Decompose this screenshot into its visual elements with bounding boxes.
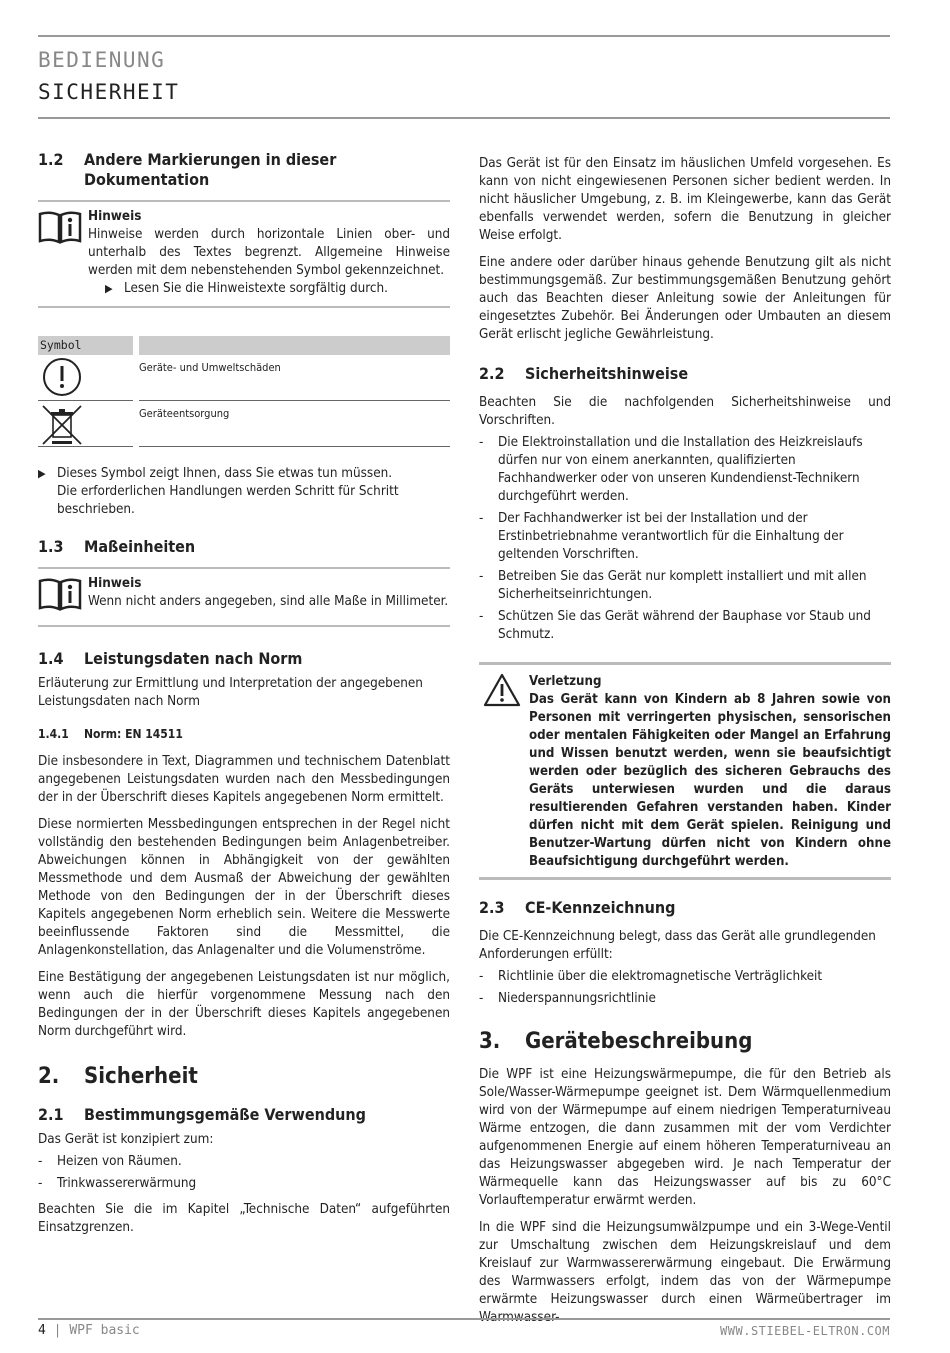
- heading-1-4-1: 1.4.1 Norm: EN 14511: [38, 727, 183, 741]
- paragraph: In die WPF sind die Heizungsumwälzpumpe und ein 3-Wege-Ventil zur Umschaltung zwischen dem Heizungskreislauf und dem Kreislauf zur Warmwassererwärmung eingebaut. Die Erwärmung des Warmwassers erfolgt, indem das von der Wärmepumpe erwärmte Heizungswasser durch einen Wärmeübertrager im: [479, 1220, 891, 1307]
- action-triangle-icon: ▶: [105, 282, 113, 295]
- paragraph: Das Gerät ist konzipiert zum:: [38, 1132, 214, 1147]
- heading-2-1: 2.1 Bestimmungsgemäße Verwendung: [38, 1105, 366, 1124]
- heading-1-3: 1.3 Maßeinheiten: [38, 537, 196, 556]
- note-box: [38, 200, 450, 308]
- paragraph: Eine Bestätigung der angegebenen Leistungsdaten ist nur möglich, wenn auch die hierfür vorgenommene Messung nach den Bedingungen der in der Überschrift dieses Kapitels angegebenen Norm durchgeführt wird.: [38, 970, 450, 1039]
- footer-url: WWW.STIEBEL-ELTRON.COM: [720, 1324, 890, 1338]
- note-text: Wenn nicht anders angegeben, sind alle Maße in Millimeter.: [88, 594, 449, 609]
- list-item: - Richtlinie über die elektromagnetische Verträglichkeit: [479, 969, 823, 984]
- note-title: Hinweis: [88, 576, 142, 591]
- crossed-bin-icon: [40, 403, 86, 449]
- note-text: Hinweise werden durch horizontale Linien ober- und unterhalb des Textes begrenzt. Allgemeine Hinweise werden mit dem nebenstehenden Symbol gekennzeichnet.: [88, 227, 450, 278]
- note-box: [38, 567, 450, 627]
- footer-left: 4 | WPF basic: [38, 1323, 140, 1338]
- paragraph: Die insbesondere in Text, Diagrammen und technischem Datenblatt angegebenen Leistungsdaten wurden nach den Messbedingungen der in der Überschrift dieses Kapitels angegebenen Norm ermittelt.: [38, 754, 450, 805]
- paragraph: Die WPF ist eine Heizungswärmepumpe, die für den Betrieb als Sole/Wasser-Wärmepumpe geeignet ist. Dem Wärmquellenmedium wird von der Wärmepumpe auf einem niedrigen Temperaturniveau Wärme entzogen, die dann zusammen mit der vom Verdichter aufgenommenen Energie auf einem höheren Temperaturniveau an das Heizungswasser abgegeben wird. Je nach Temperatur der Wärmequelle kann das Heizungswasser auf bis zu 60°C Vorlauftemperatur erwärmt werden.: [479, 1067, 891, 1208]
- paragraph: Beachten Sie die im Kapitel „Technische Daten“ aufgeführten Einsatzgrenzen.: [38, 1202, 450, 1235]
- warning-text: Das Gerät kann von Kindern ab 8 Jahren sowie von Personen mit verringerten physischen, sensorischen oder mentalen Fähigkeiten oder Mangel an Erfahrung und Wissen benutzt werden, wenn sie beaufsichtigt werden oder bezüglich des sicheren Gebrauchs des Geräts unterwiesen wurden und die daraus resultierenden Gefahren verstanden haben. Kinder dürfen nicht mit dem Gerät spielen. Reinigung und Benutzer-Wartung dürfen nicht von Kindern ohne Beaufsichtigung durchgeführt werden.: [529, 692, 891, 869]
- page-number: 4: [38, 1323, 46, 1338]
- paragraph: Die CE-Kennzeichnung belegt, dass das Gerät alle grundlegenden Anforderungen erfüllt:: [479, 929, 876, 962]
- list-item: - Betreiben Sie das Gerät nur komplett installiert und mit allen Sicherheitseinrichtungen.: [479, 569, 867, 602]
- list-item: - Schützen Sie das Gerät während der Bauphase vor Staub und Schmutz.: [479, 609, 871, 642]
- list-item: - Heizen von Räumen.: [38, 1154, 182, 1169]
- info-book-icon: [38, 575, 88, 617]
- header-section: BEDIENUNG: [38, 48, 166, 72]
- exclamation-circle-icon: [40, 355, 86, 401]
- heading-2-3: 2.3 CE-Kennzeichnung: [479, 898, 676, 917]
- list: [479, 968, 891, 1008]
- action-instruction: ▶ Dieses Symbol zeigt Ihnen, dass Sie etwas tun müssen.: [38, 466, 393, 481]
- heading-1-2: 1.2 Andere Markierungen in dieser Dokumentation: [38, 150, 337, 189]
- symbol-row: [38, 355, 450, 401]
- list: [479, 434, 891, 644]
- list-item: - Trinkwassererwärmung: [38, 1176, 197, 1191]
- symbol-row-text: Geräteentsorgung: [139, 401, 450, 447]
- heading-3: 3. Gerätebeschreibung: [479, 1029, 753, 1054]
- note-title: Hinweis: [88, 209, 142, 224]
- warning-box: [479, 662, 891, 880]
- symbol-row: [38, 401, 450, 447]
- paragraph: Das Gerät ist für den Einsatz im häuslichen Umfeld vorgesehen. Es kann von nicht eingewiesenen Personen sicher bedient werden. In nicht häuslicher Umgebung, z. B. im Kleingewerbe, kann das Gerät ebenfalls verwendet werden, sofern die Benutzung in gleicher Weise erfolgt.: [479, 156, 891, 243]
- action-triangle-icon: ▶: [38, 467, 46, 480]
- left-column: [38, 150, 450, 1246]
- heading-2-2: 2.2 Sicherheitshinweise: [479, 364, 689, 383]
- note-action: Lesen Sie die Hinweistexte sorgfältig durch.: [124, 281, 388, 296]
- list: [38, 1153, 450, 1193]
- header-top-rule: [38, 35, 890, 37]
- info-book-icon: [38, 208, 88, 298]
- paragraph: Erläuterung zur Ermittlung und Interpretation der angegebenen Leistungsdaten nach Norm: [38, 676, 423, 709]
- paragraph: Diese normierten Messbedingungen entsprechen in der Regel nicht vollständig den bestehenden Bedingungen beim Anlagenbetreiber. Abweichungen können in Abhängigkeit von der gewählten Messmethode und dem Ausmaß der Abweichung der gewählten Methode von den Bedingungen der in der Überschrift dieses Kapitels angegebenen Norm erheblich sein. Weitere die Messwerte beeinflussende Faktoren sind die Messmittel, die Anlagenkonstellation, das Anlagenalter und die Volumenströme.: [38, 817, 450, 958]
- action-instruction-detail: Die erforderlichen Handlungen werden Schritt für Schritt beschrieben.: [57, 484, 399, 517]
- footer-rule: [38, 1318, 890, 1320]
- paragraph: Eine andere oder darüber hinaus gehende Benutzung gilt als nicht bestimmungsgemäß. Zur bestimmungsgemäßen Benutzung gehört auch das Beachten dieser Anleitung sowie der Anleitungen für eingesetztes Zubehör. Bei Änderungen oder Umbauten an diesem Gerät erlischt jegliche Gewährleistung.: [479, 255, 891, 342]
- symbol-table-header: Symbol: [38, 336, 133, 355]
- right-column: [479, 155, 891, 1336]
- product-name: WPF basic: [69, 1323, 140, 1338]
- symbol-row-text: Geräte- und Umweltschäden: [139, 355, 450, 401]
- symbol-table: [38, 336, 450, 447]
- heading-2: 2. Sicherheit: [38, 1064, 198, 1089]
- header-bottom-rule: [38, 117, 890, 119]
- list-item: - Niederspannungsrichtlinie: [479, 991, 656, 1006]
- header-subsection: SICHERHEIT: [38, 80, 180, 104]
- warning-title: Verletzung: [529, 674, 602, 689]
- warning-triangle-icon: [479, 673, 529, 871]
- heading-1-4: 1.4 Leistungsdaten nach Norm: [38, 649, 303, 668]
- paragraph: Beachten Sie die nachfolgenden Sicherheitshinweise und Vorschriften.: [479, 395, 891, 428]
- list-item: - Die Elektroinstallation und die Installation des Heizkreislaufs dürfen nur von einem anerkannten, qualifizierten Fachhandwerker oder von unseren Kundendienst-Technikern durchgeführt werden.: [479, 435, 863, 504]
- list-item: - Der Fachhandwerker ist bei der Installation und der Erstinbetriebnahme verantwortlich für die Einhaltung der geltenden Vorschriften.: [479, 511, 844, 562]
